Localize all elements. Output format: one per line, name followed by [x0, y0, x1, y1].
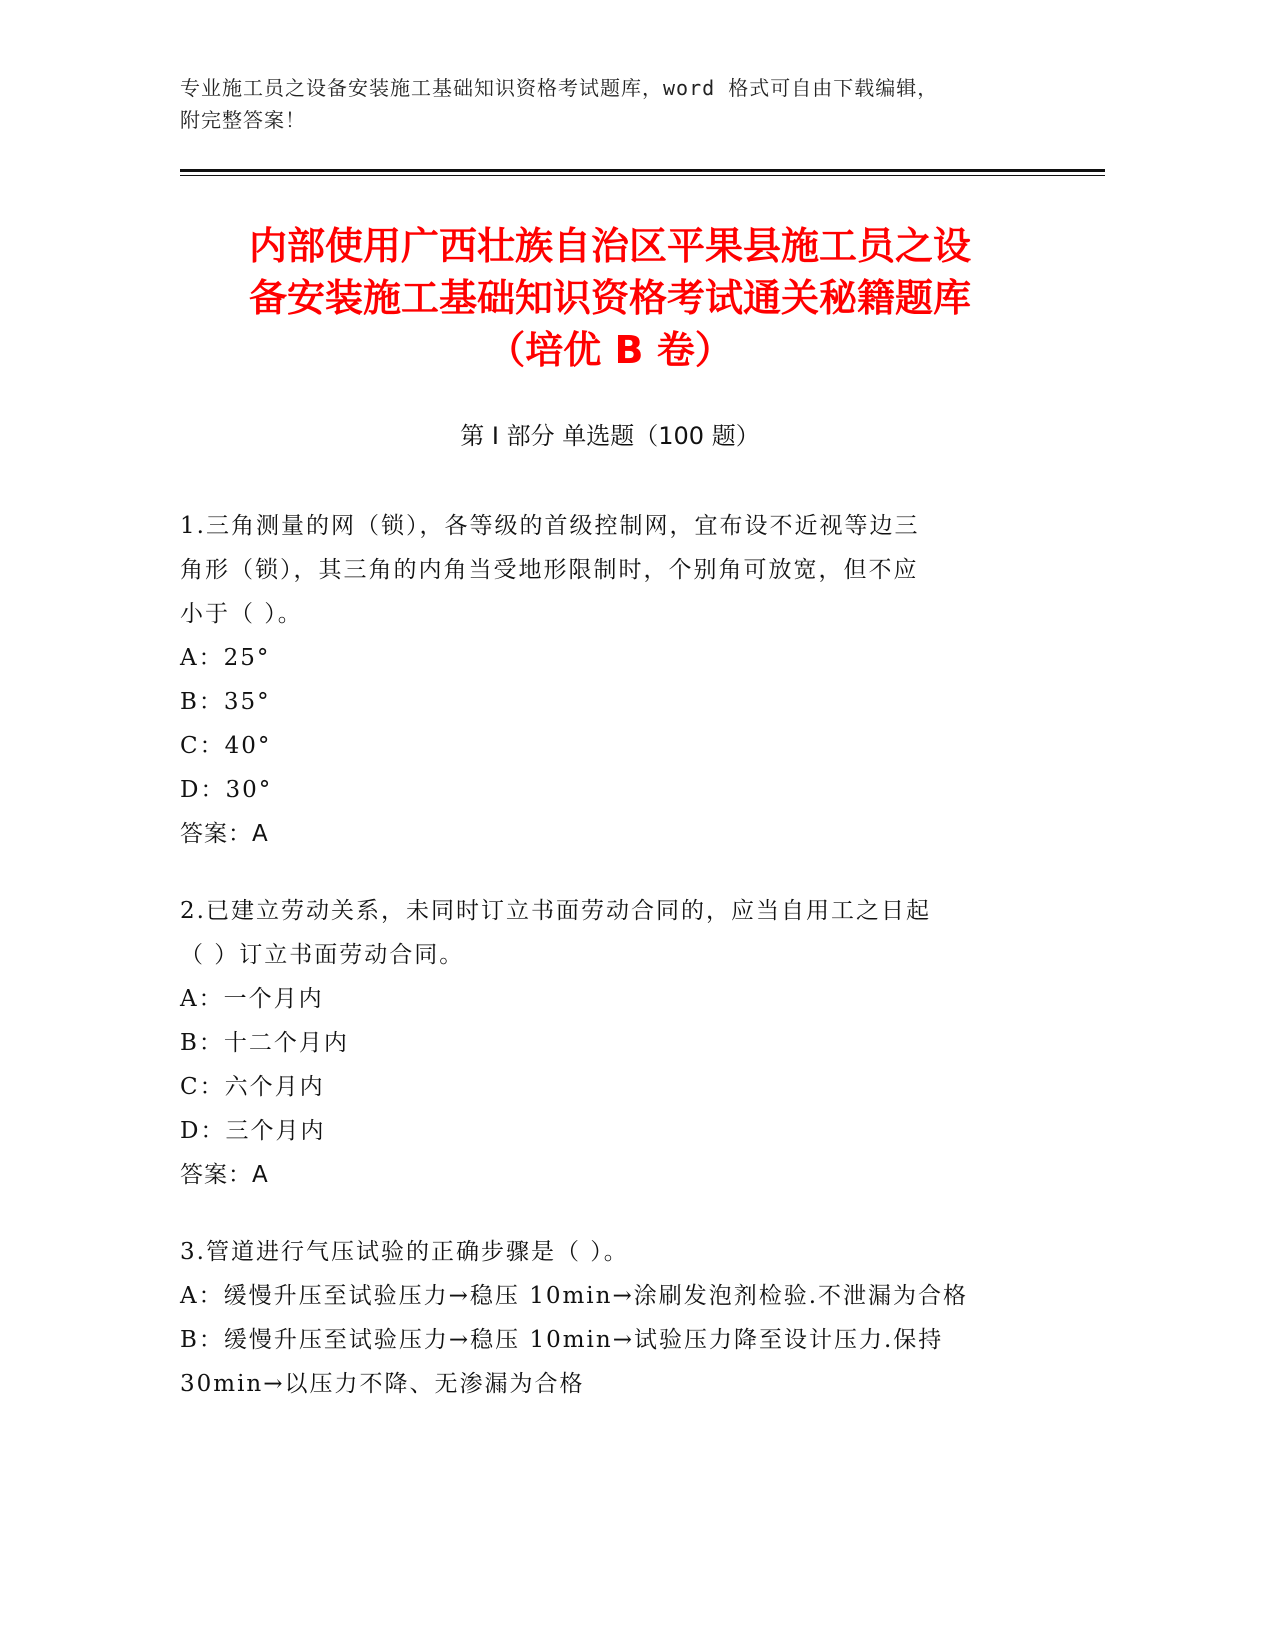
question-stem-line: 2.已建立劳动关系，未同时订立书面劳动合同的，应当自用工之日起 — [180, 898, 931, 924]
option-b: B：十二个月内 — [180, 1030, 349, 1056]
section-heading: 第 I 部分 单选题（100 题） — [460, 422, 760, 450]
question-stem-line: 1.三角测量的网（锁），各等级的首级控制网，宜布设不近视等边三 — [180, 513, 920, 539]
option-c: C：六个月内 — [180, 1074, 325, 1100]
question-stem-line: 3.管道进行气压试验的正确步骤是（ ）。 — [180, 1239, 629, 1265]
question-list — [180, 504, 1060, 1439]
option-a: A：25° — [180, 645, 271, 671]
header-note-line: 附完整答案！ — [180, 108, 306, 132]
option-d: D：三个月内 — [180, 1118, 326, 1144]
document-title — [180, 220, 1040, 376]
header-divider-thick — [180, 169, 1105, 172]
header-divider-thin — [180, 175, 1105, 176]
answer-line: 答案：A — [180, 1162, 269, 1188]
option-a: A：一个月内 — [180, 986, 324, 1012]
option-b: B：缓慢升压至试验压力→稳压 10min→试验压力降至设计压力.保持 — [180, 1327, 944, 1353]
question-3 — [180, 1230, 1060, 1406]
question-1 — [180, 504, 1060, 856]
title-line: 备安装施工基础知识资格考试通关秘籍题库 — [248, 276, 971, 320]
title-line: 内部使用广西壮族自治区平果县施工员之设 — [248, 224, 971, 268]
option-b-continued: 30min→以压力不降、无渗漏为合格 — [180, 1371, 585, 1397]
question-stem-line: 角形（锁），其三角的内角当受地形限制时，个别角可放宽，但不应 — [180, 557, 919, 583]
header-note-line: 专业施工员之设备安装施工基础知识资格考试题库，word 格式可自由下载编辑， — [180, 76, 939, 100]
option-d: D：30° — [180, 777, 273, 803]
question-stem-line: 小于（ ）。 — [180, 601, 303, 627]
question-stem-line: （ ）订立书面劳动合同。 — [180, 942, 465, 968]
option-a: A：缓慢升压至试验压力→稳压 10min→涂刷发泡剂检验.不泄漏为合格 — [180, 1283, 969, 1309]
question-2 — [180, 889, 1060, 1197]
title-line: （培优 B 卷） — [487, 328, 733, 372]
answer-line: 答案：A — [180, 821, 269, 847]
option-c: C：40° — [180, 733, 272, 759]
header-note — [180, 72, 1040, 136]
option-b: B：35° — [180, 689, 271, 715]
